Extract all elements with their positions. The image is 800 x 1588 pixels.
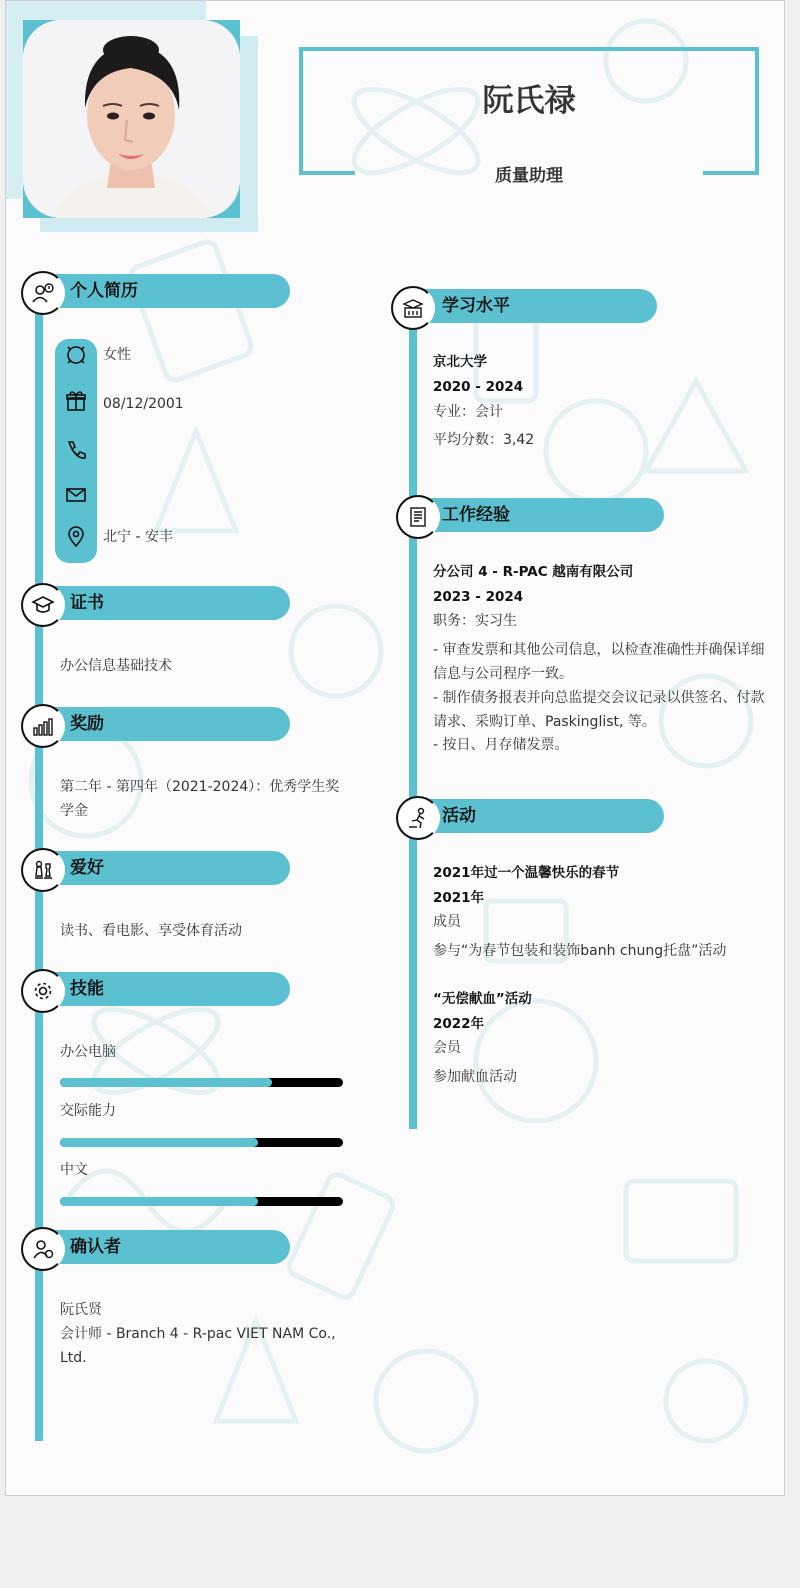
address-value: 北宁 - 安丰 — [103, 529, 173, 545]
school-icon — [391, 286, 435, 330]
hobbies-title: 爱好 — [70, 858, 104, 878]
award-chart-icon — [21, 704, 65, 748]
activity-role: 成员 — [433, 914, 461, 930]
name-box-corner-right — [703, 171, 759, 175]
name-box — [299, 47, 759, 186]
job-title: 质量助理 — [495, 166, 563, 186]
awards-title: 奖励 — [70, 714, 104, 734]
experience-detail: - 审查发票和其他公司信息，以检查准确性并确保详细信息与公司程序一致。 — [433, 642, 765, 682]
resume-page — [5, 0, 785, 1496]
experience-period: 2023 - 2024 — [433, 589, 524, 605]
education-gpa: 平均分数：3,42 — [433, 432, 535, 448]
skill-fill — [60, 1078, 272, 1087]
experience-detail: - 制作债务报表并向总监提交会议记录以供签名、付款请求、采购订单、Paskinglist, 等。 — [433, 690, 765, 730]
birthday-value: 08/12/2001 — [103, 396, 184, 412]
gender-icon — [64, 343, 88, 367]
avatar — [23, 20, 240, 218]
hobbies-text: 读书、看电影、享受体育活动 — [60, 923, 242, 939]
certificate-item: 办公信息基础技术 — [60, 658, 172, 674]
name-box-corner-left — [299, 171, 355, 175]
activity-desc: 参与“为春节包装和装饰banh chung托盘”活动 — [433, 943, 727, 959]
reference-position: 会计师 - Branch 4 - R-pac VIET NAM Co., Ltd. — [60, 1326, 336, 1366]
person-check-icon — [21, 1227, 65, 1271]
chess-icon — [21, 848, 65, 892]
gift-icon — [64, 389, 88, 413]
skill-bar — [60, 1197, 343, 1206]
location-icon — [64, 525, 88, 549]
skill-label: 中文 — [60, 1162, 88, 1178]
phone-icon — [64, 439, 88, 463]
activity-desc: 参加献血活动 — [433, 1069, 517, 1085]
education-major: 专业：会计 — [433, 404, 503, 420]
certificate-icon — [21, 583, 65, 627]
activities-title: 活动 — [442, 806, 476, 826]
activity-name: 2021年过一个温馨快乐的春节 — [433, 865, 620, 881]
school-name: 京北大学 — [433, 354, 487, 370]
skills-title: 技能 — [70, 979, 104, 999]
profile-icon — [21, 271, 65, 315]
right-timeline-line — [409, 317, 417, 1129]
education-period: 2020 - 2024 — [433, 379, 524, 395]
activity-role: 会员 — [433, 1040, 461, 1056]
awards-text: 第二年 - 第四年（2021-2024）：优秀学生奖学金 — [60, 779, 340, 819]
skill-bar — [60, 1078, 343, 1087]
experience-title: 工作经验 — [442, 505, 510, 525]
experience-detail: - 按日、月存储发票。 — [433, 737, 569, 753]
document-icon — [396, 495, 440, 539]
candidate-name: 阮氏禄 — [482, 83, 576, 119]
skill-label: 办公电脑 — [60, 1044, 116, 1060]
skill-fill — [60, 1197, 258, 1206]
skill-label: 交际能力 — [60, 1103, 116, 1119]
skill-fill — [60, 1138, 258, 1147]
activity-icon — [396, 796, 440, 840]
company-name: 分公司 4 - R-PAC 越南有限公司 — [433, 564, 634, 580]
reference-title: 确认者 — [70, 1237, 121, 1257]
activity-year: 2021年 — [433, 890, 485, 906]
reference-name: 阮氏贤 — [60, 1302, 102, 1318]
gear-icon — [21, 969, 65, 1013]
email-icon — [64, 483, 88, 507]
activity-name: “无偿献血”活动 — [433, 991, 532, 1007]
activity-year: 2022年 — [433, 1016, 485, 1032]
profile-title: 个人简历 — [70, 281, 138, 301]
certificates-title: 证书 — [70, 593, 104, 613]
skill-bar — [60, 1138, 343, 1147]
education-title: 学习水平 — [442, 296, 510, 316]
experience-role: 职务：实习生 — [433, 613, 517, 629]
gender-value: 女性 — [103, 347, 131, 363]
